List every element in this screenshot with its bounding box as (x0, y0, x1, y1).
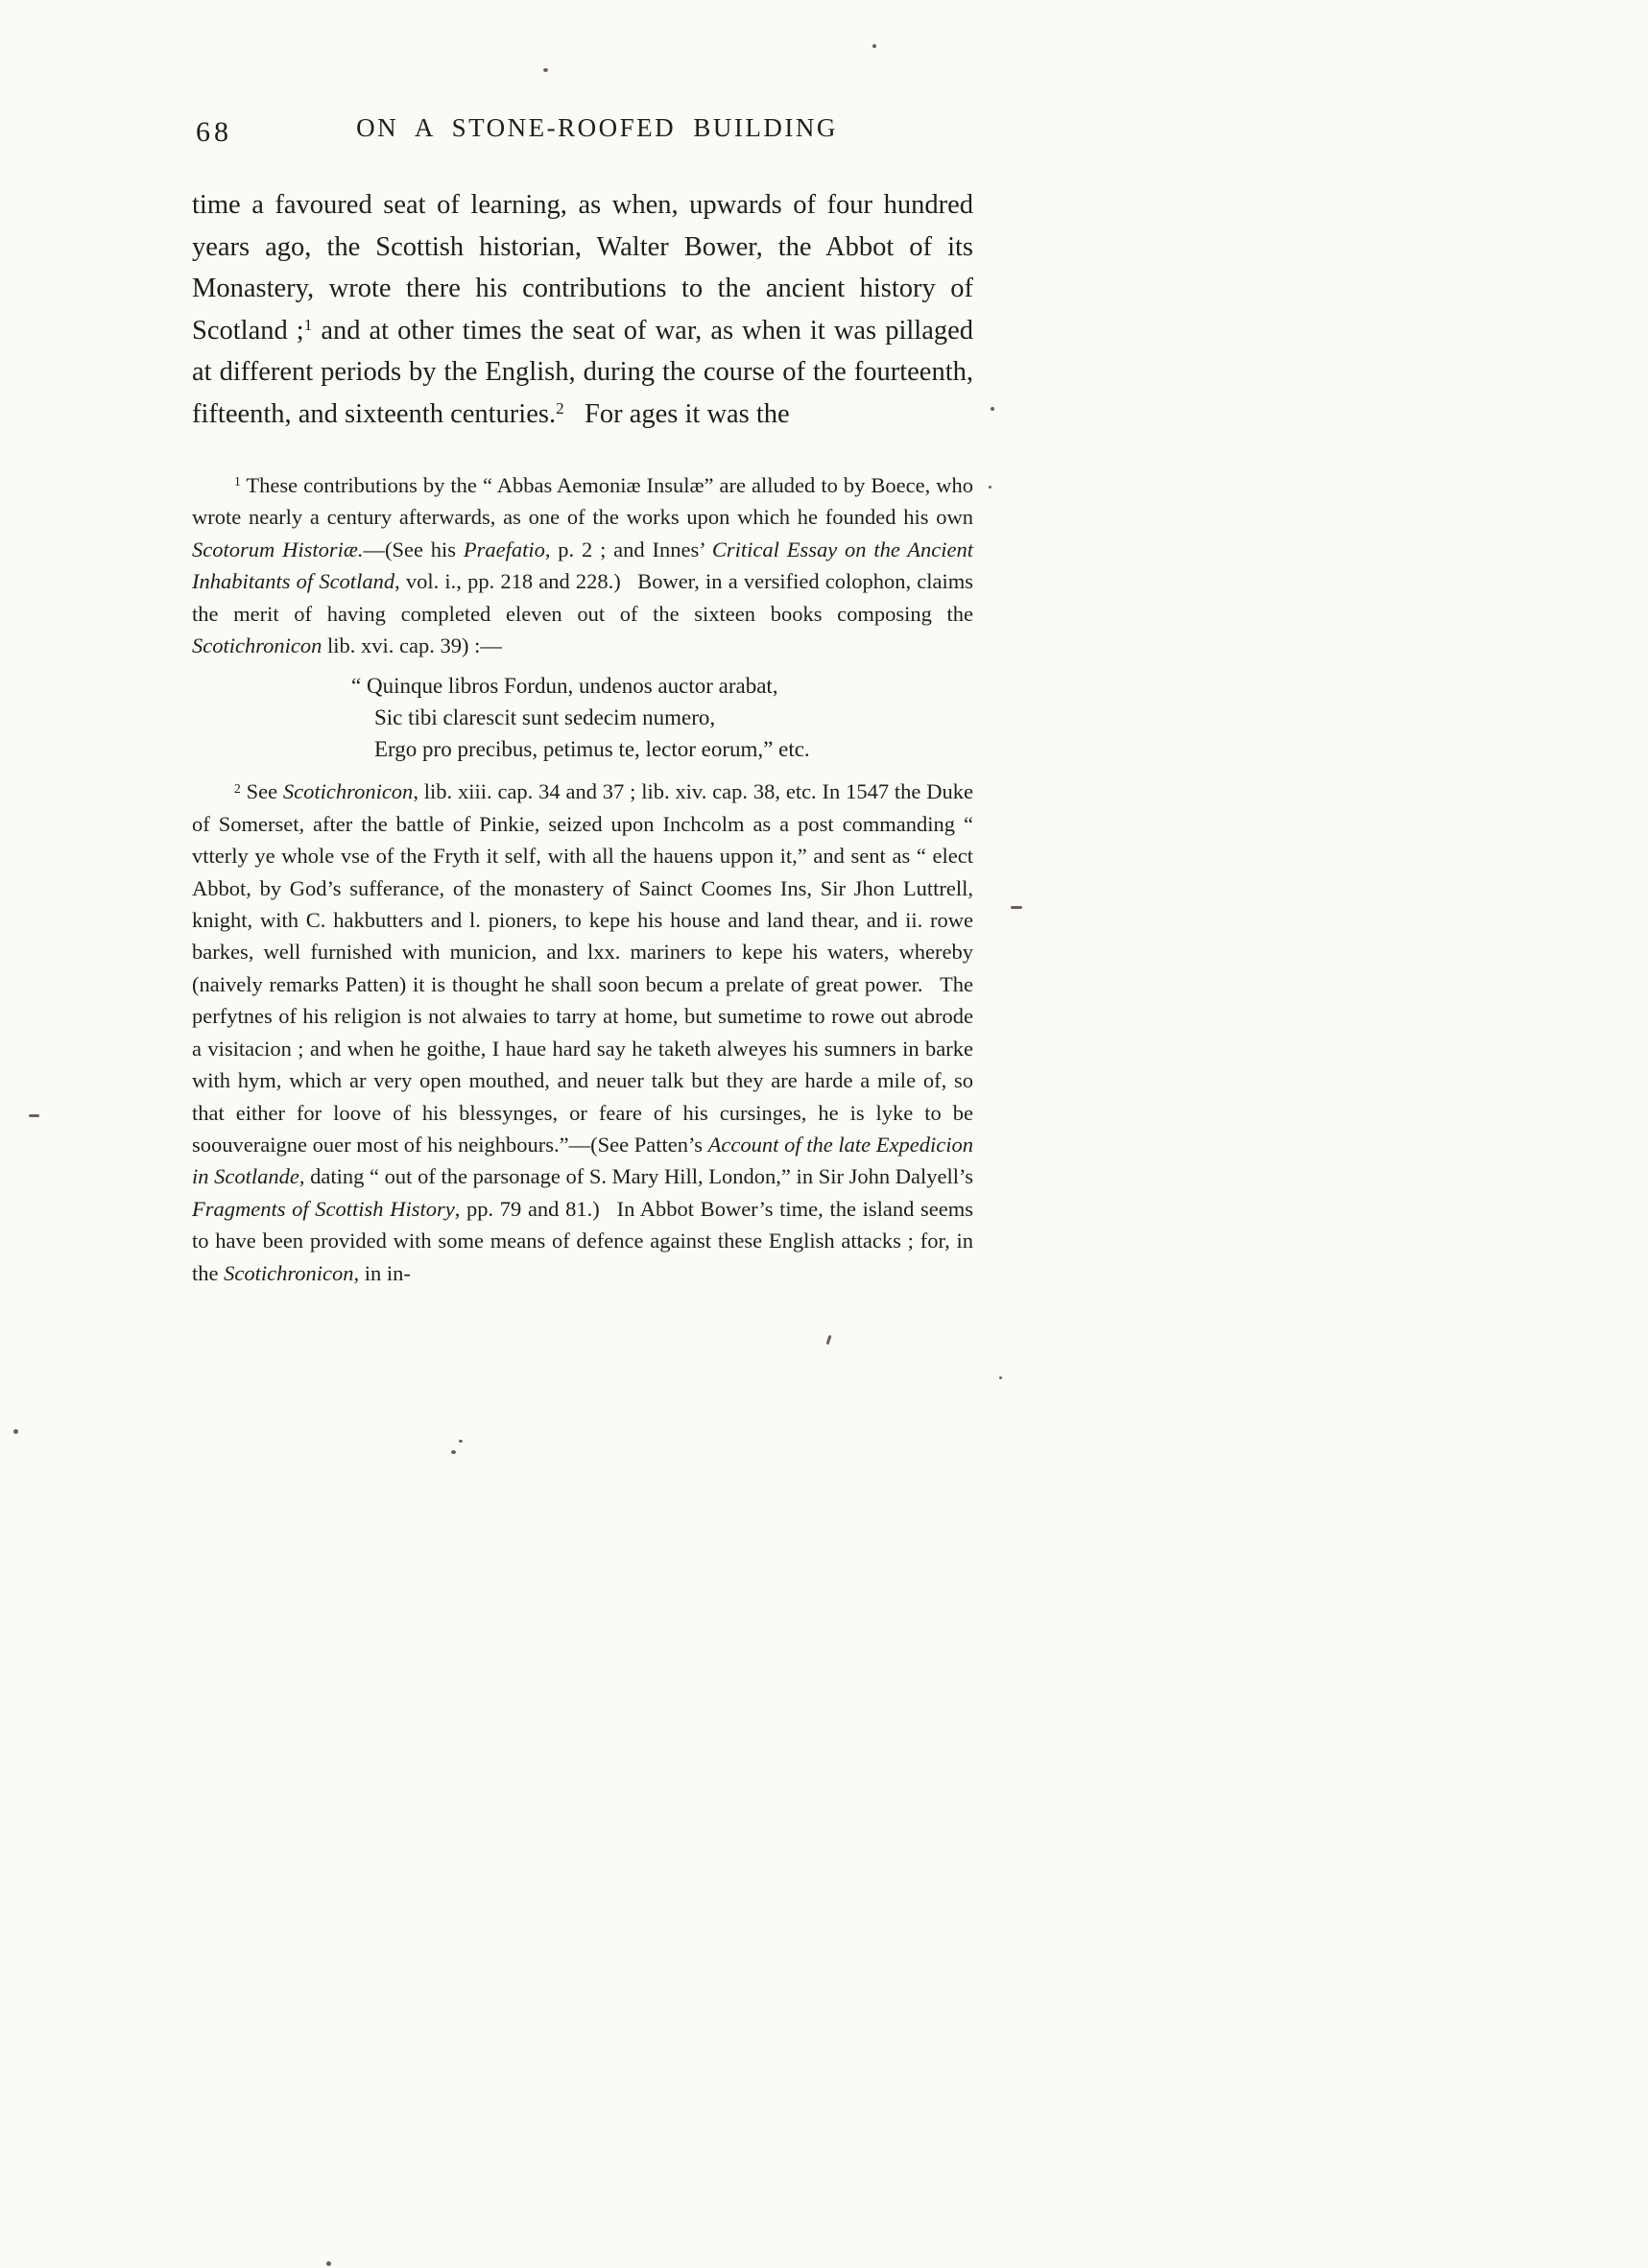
scan-speck (13, 1429, 18, 1434)
scan-speck (543, 68, 548, 72)
scan-speck (991, 407, 994, 411)
text-column (192, 113, 973, 1289)
scan-speck (872, 44, 876, 48)
verse-line: “ Quinque libros Fordun, undenos auctor arabat, (351, 674, 778, 699)
verse-quote (351, 670, 973, 765)
main-paragraph: time a favoured seat of learning, as when, upwards of four hundred years ago, the Scottish historian, Walter Bower, the Abbot of its Monastery, wrote there his contributions to the ancient history of Scotland ;$^1$ and at other times the seat of war, as when it was pillaged at different periods by the English, during the course of the fourteenth, fifteenth, and sixteenth centuries.$^2$ For ages it was the (192, 190, 974, 429)
footnote-2: $^2$ See Scotichronicon, lib. xiii. cap. 34 and 37 ; lib. xiv. cap. 38, etc. In 1547 the Duke of Somerset, after the battle of Pinkie, seized upon Inchcolm as a post commanding “ vtterly ye whole vse of the Fryth it self, with all the hauens uppon it,” and sent as “ elect Abbot, by God’s sufferance, of the monastery of Sainct Coomes Ins, Sir Jhon Luttrell, knight, with C. hakbutters and l. pioners, to kepe his house and land thear, and ii. rowe barkes, well furnished with municion, and lxx. mariners to kepe his waters, whereby (naively remarks Patten) it is thought he shall soon becum a prelate of great power. The perfytnes of his religion is not alwaies to tarry at home, but sumetime to rowe out abrode a visitacion ; and when he goithe, I haue hard say he taketh alweyes his sumners in barke with hym, which ar very open mouthed, and neuer talk but they are harde a mile of, so that either for loove of his blessynges, or feare of his cursinges, he is lyke to be soouveraigne ouer most of his neighbours.”—(See Patten’s Account of the late Expedicion in Scotlande, dating “ out of the parsonage of S. Mary Hill, London,” in Sir John Dalyell’s Fragments of Scottish History, pp. 79 and 81.) In Abbot Bower’s time, the island seems to have been provided with some means of defence against these English attacks ; for, in the Scotichronicon, in in- (192, 779, 974, 1285)
verse-line: Sic tibi clarescit sunt sedecim numero, (374, 705, 716, 730)
running-title: ON A STONE-ROOFED BUILDING (356, 113, 838, 142)
verse-line: Ergo pro precibus, petimus te, lector eorum,” etc. (374, 737, 810, 762)
scan-speck (459, 1440, 463, 1443)
scan-speck (29, 1114, 39, 1117)
scan-speck (989, 486, 991, 489)
scan-speck (326, 2261, 331, 2266)
page-header (192, 113, 973, 155)
page-number: 68 (196, 116, 232, 148)
scan-speck (1011, 906, 1022, 909)
scan-speck (451, 1450, 456, 1454)
scan-speck (826, 1335, 832, 1345)
footnotes-section (192, 469, 973, 1289)
footnote-1: $^1$ These contributions by the “ Abbas Aemoniæ Insulæ” are alluded to by Boece, who wrote nearly a century afterwards, as one of the works upon which he founded his own Scotorum Historiæ.—(See his Praefatio, p. 2 ; and Innes’ Critical Essay on the Ancient Inhabitants of Scotland, vol. i., pp. 218 and 228.) Bower, in a versified colophon, claims the merit of having completed eleven out of the sixteen books composing the Scotichronicon lib. xvi. cap. 39) :— (192, 473, 973, 658)
scan-speck (999, 1376, 1002, 1379)
